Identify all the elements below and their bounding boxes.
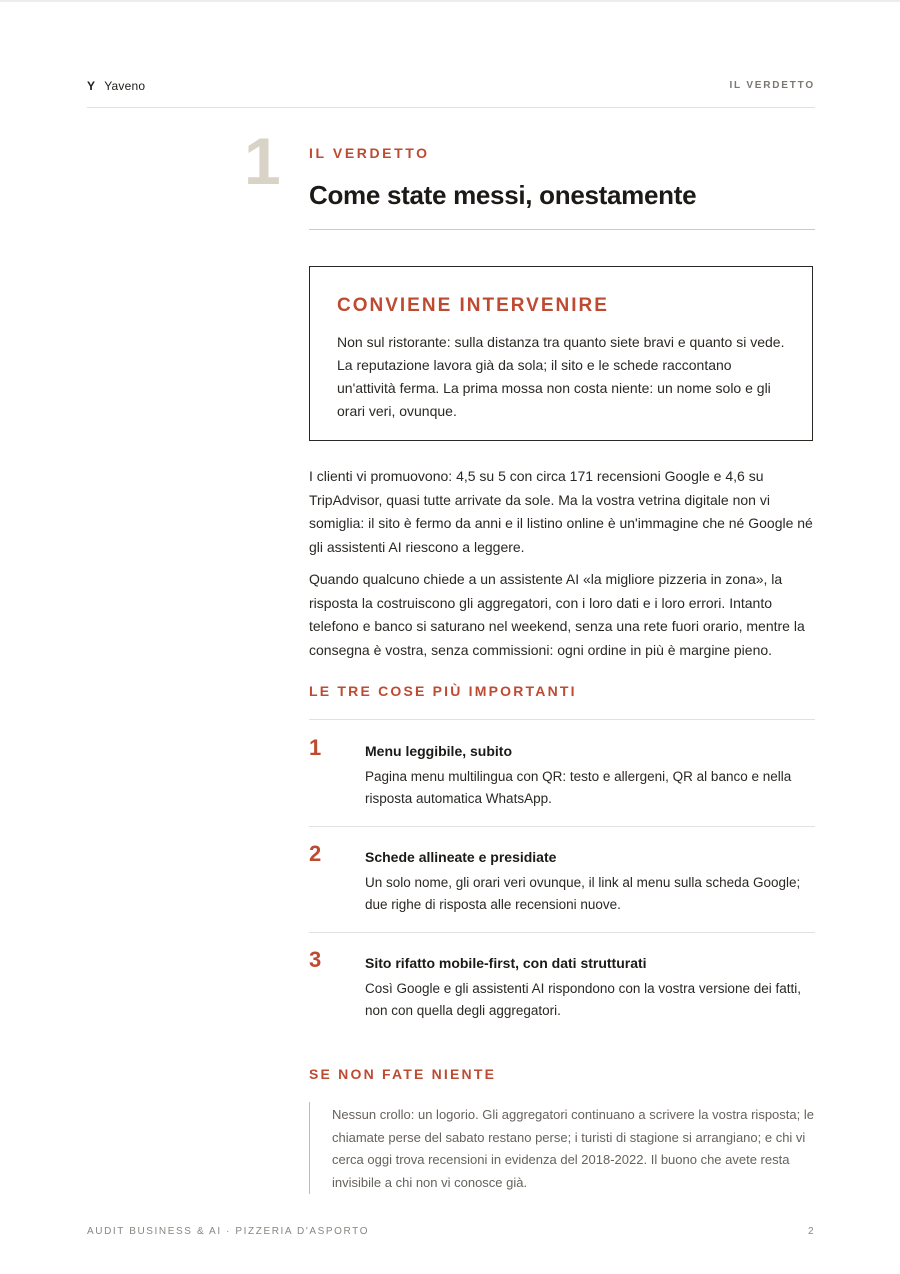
priority-divider	[309, 826, 815, 827]
priority-description: Pagina menu multilingua con QR: testo e allergeni, QR al banco e nella risposta automatica WhatsApp.	[365, 769, 792, 806]
priority-divider	[309, 719, 815, 720]
inaction-quote	[309, 1102, 815, 1194]
priority-number: 2	[309, 841, 322, 866]
page-number: 2	[808, 1226, 814, 1237]
priority-divider	[309, 932, 815, 933]
priority-number: 3	[309, 947, 322, 972]
inaction-quote-text: Nessun crollo: un logorio. Gli aggregatori continuano a scrivere la vostra risposta; le chiamate perse del sabato restano perse; i turisti di stagione si arrangiano; e chi vi cerca oggi trova recensioni in evidenza del 2018-2022. Il buono che avete resta invisibile a chi non vi conosce già.	[332, 1107, 814, 1190]
inaction-heading: SE NON FATE NIENTE	[309, 1066, 497, 1082]
priority-title: Schede allineate e presidiate	[365, 849, 557, 865]
page-title: Come state messi, onestamente	[309, 180, 697, 210]
verdict-callout	[309, 266, 813, 441]
body-paragraph-2: Quando qualcuno chiede a un assistente AI «la migliore pizzeria in zona», la risposta la costruiscono gli aggregatori, con i loro dati e i loro errori. Intanto telefono e banco si saturano nel weekend, senza una rete fuori orario, mentre la consegna è vostra, senza commissioni: ogni ordine in più è margine pieno.	[309, 571, 805, 658]
footer-label: AUDIT BUSINESS & AI · PIZZERIA D'ASPORTO	[87, 1226, 370, 1237]
top-border	[0, 0, 900, 2]
verdict-callout-body: Non sul ristorante: sulla distanza tra quanto siete bravi e quanto si vede. La reputazione lavora già da sola; il sito e le schede raccontano un'attività ferma. La prima mossa non costa niente: un nome solo e gli orari veri, ovunque.	[337, 334, 785, 419]
body-paragraph-1: I clienti vi promuovono: 4,5 su 5 con circa 171 recensioni Google e 4,6 su TripAdvisor, quasi tutte arrivate da sole. Ma la vostra vetrina digitale non vi somiglia: il sito è fermo da anni e il listino online è un'immagine che né Google né gli assistenti AI riescono a leggere.	[309, 468, 813, 555]
verdict-callout-title: CONVIENE INTERVENIRE	[337, 295, 609, 316]
brand-mark-icon: Y	[87, 79, 96, 93]
title-divider	[309, 229, 815, 230]
header-section-label: IL VERDETTO	[729, 80, 815, 91]
brand-logo	[87, 79, 145, 93]
priorities-heading: LE TRE COSE PIÙ IMPORTANTI	[309, 683, 577, 699]
priority-description: Un solo nome, gli orari veri ovunque, il link al menu sulla scheda Google; due righe di risposta alle recensioni nuove.	[365, 875, 801, 912]
page-header	[87, 79, 815, 108]
priority-description: Così Google e gli assistenti AI rispondono con la vostra versione dei fatti, non con quella degli aggregatori.	[365, 981, 801, 1018]
priority-title: Menu leggibile, subito	[365, 743, 512, 759]
chapter-kicker: IL VERDETTO	[309, 145, 430, 161]
priority-number: 1	[309, 735, 322, 760]
brand-name: Yaveno	[104, 79, 146, 93]
priority-title: Sito rifatto mobile-first, con dati strutturati	[365, 955, 647, 971]
chapter-number: 1	[244, 124, 281, 198]
